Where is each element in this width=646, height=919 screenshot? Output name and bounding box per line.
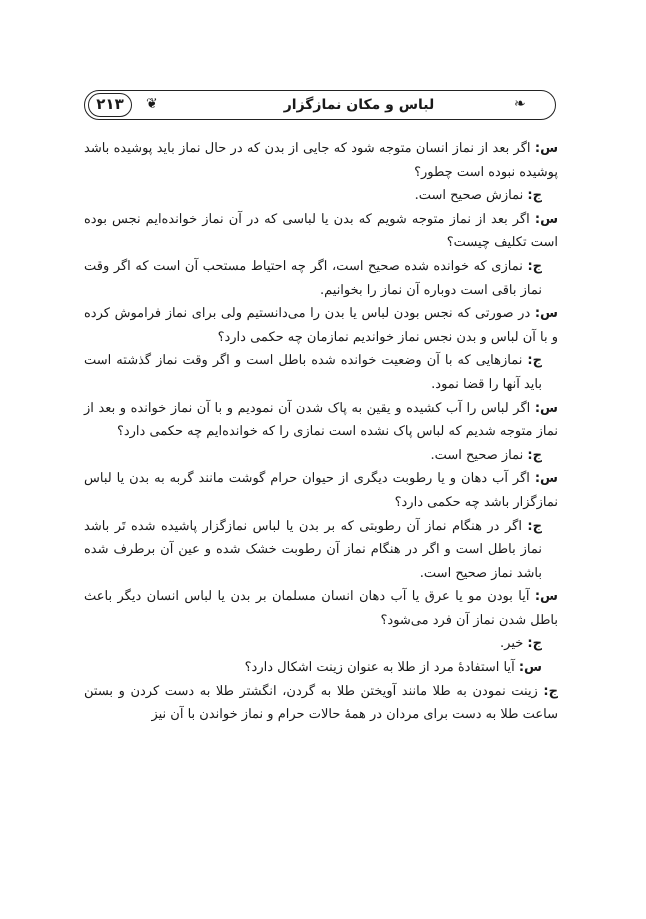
question-text: اگر بعد از نماز متوجه شویم که بدن یا لباسی که در آن نماز خوانده‌ایم نجس بوده است تکلیف چیست؟ — [84, 211, 558, 251]
ornament-left-icon: ❦ — [146, 96, 158, 112]
answer-label: ج: — [527, 636, 542, 652]
question-label: س: — [534, 471, 558, 487]
answer-paragraph — [84, 515, 558, 586]
answer-text: نمازهایی که با آن وضعیت خوانده شده باطل است و اگر وقت نماز گذشته است باید آنها را قضا نمود. — [84, 353, 542, 392]
page-header — [84, 90, 556, 120]
answer-paragraph — [84, 632, 558, 656]
answer-paragraph — [84, 184, 558, 208]
question-text: اگر لباس را آب کشیده و یقین به پاک شدن آن نمودیم و با آن نماز خوانده و بعد از نماز متوجه شدیم که لباس پاک نشده است نمازی را که خوانده‌ایم چه حکمی دارد؟ — [84, 400, 558, 440]
answer-text: خیر. — [500, 636, 524, 652]
answer-paragraph — [84, 444, 558, 468]
question-label: س: — [534, 141, 559, 156]
question-paragraph — [84, 208, 558, 255]
question-paragraph — [84, 585, 558, 632]
answer-text: زینت نمودن به طلا مانند آویختن طلا به گردن، انگشتر طلا به دست کردن و بستن ساعت طلا به دست برای مردان در همۀ حالات حرام و نماز خواندن با آن نیز — [84, 683, 558, 723]
answer-text: نمازی که خوانده شده صحیح است، اگر چه احتیاط مستحب آن است که اگر وقت نماز باقی است دوباره آن نماز را بخوانیم. — [84, 258, 542, 298]
page-body — [84, 137, 558, 727]
answer-text: اگر در هنگام نماز آن رطوبتی که بر بدن یا لباس نمازگزار پاشیده شده تَر باشد نماز باطل است و اگر در هنگام نماز آن رطوبت خشک شده و عین آن برطرف شده باشد نماز صحیح است. — [84, 518, 542, 581]
answer-label: ج: — [527, 518, 542, 534]
answer-label: ج: — [527, 188, 542, 204]
answer-paragraph — [84, 680, 558, 727]
question-text: آیا استفادۀ مرد از طلا به عنوان زینت اشکال دارد؟ — [244, 660, 515, 676]
question-label: س: — [534, 589, 558, 605]
question-label: س: — [534, 400, 558, 416]
ornament-right-icon: ❧ — [514, 96, 526, 112]
answer-paragraph — [84, 349, 558, 396]
question-label: س: — [534, 306, 558, 322]
question-text: آیا بودن مو یا عرق یا آب دهان انسان مسلمان بر بدن یا لباس انسان دیگر باعث باطل شدن نماز آن فرد می‌شود؟ — [84, 589, 558, 628]
question-paragraph — [84, 656, 558, 680]
question-label: س: — [534, 211, 559, 227]
answer-text: نماز صحیح است. — [430, 447, 524, 463]
answer-label: ج: — [543, 683, 558, 699]
question-paragraph — [84, 302, 558, 349]
running-title: لباس و مکان نمازگزار — [283, 97, 435, 113]
question-paragraph — [84, 397, 558, 444]
answer-label: ج: — [527, 353, 542, 369]
question-paragraph — [84, 137, 558, 184]
answer-paragraph — [84, 255, 558, 302]
page-number: ۲۱۳ — [88, 93, 132, 117]
question-text: اگر آب دهان و یا رطوبت دیگری از حیوان حرام گوشت مانند گربه به بدن یا لباس نمازگزار باشد چه حکمی دارد؟ — [84, 471, 558, 510]
question-text: در صورتی که نجس بودن لباس یا بدن را می‌دانستیم ولی برای نماز فراموش کرده و با آن لباس و بدن نجس نماز خواندیم نمازمان چه حکمی دارد؟ — [84, 306, 558, 345]
question-text: اگر بعد از نماز انسان متوجه شود که جایی از بدن که در حال نماز باید پوشیده باشد پوشیده نبوده است چطور؟ — [84, 141, 558, 180]
answer-label: ج: — [527, 258, 543, 274]
answer-label: ج: — [527, 447, 542, 463]
question-paragraph — [84, 467, 558, 514]
answer-text: نمازش صحیح است. — [414, 188, 524, 204]
question-label: س: — [518, 660, 542, 676]
